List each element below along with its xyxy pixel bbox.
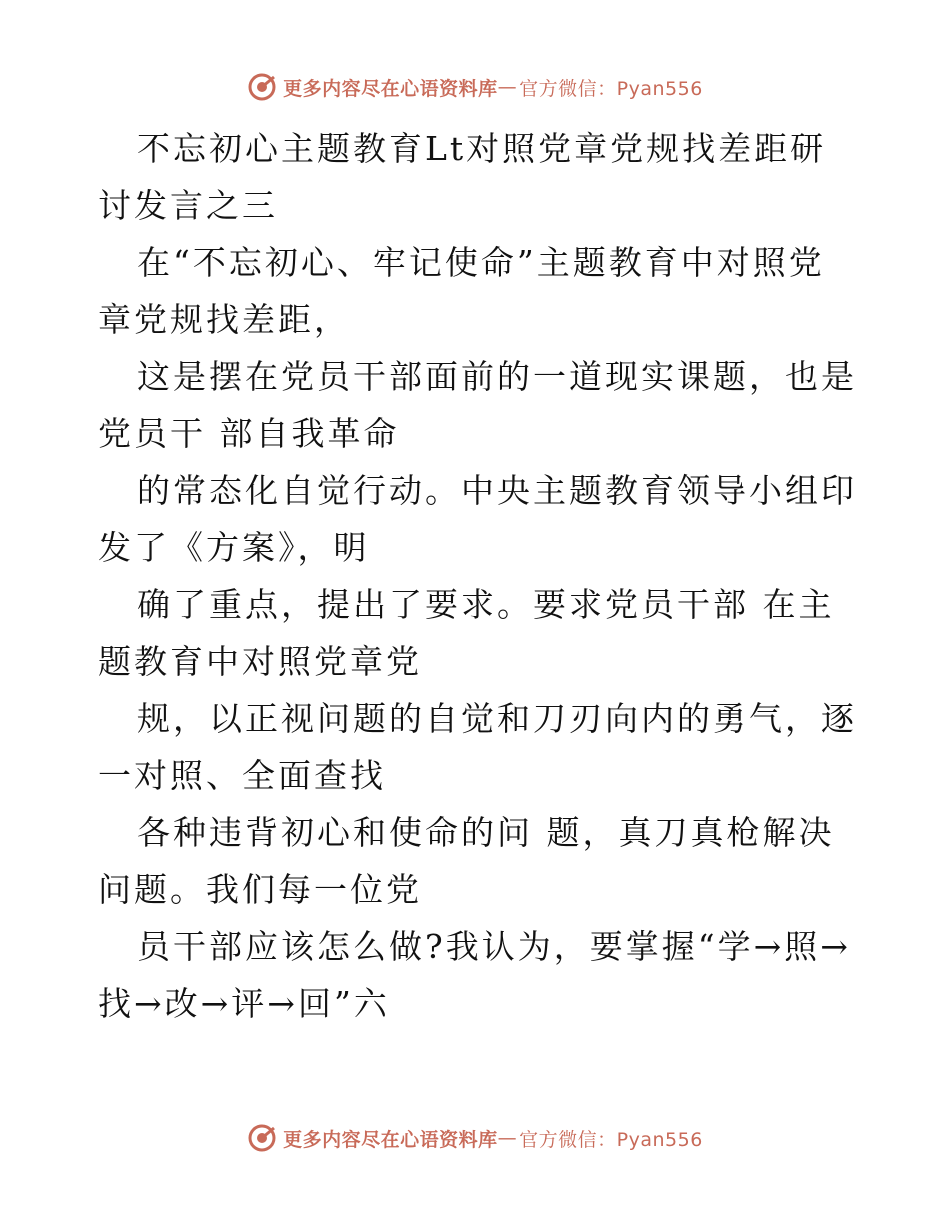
paragraph-2: 这是摆在党员干部面前的一道现实课题，也是党员干 部自我革命 [98, 357, 857, 453]
document-body [98, 120, 858, 1032]
header-wechat: 官方微信：Pyan556 [519, 77, 703, 100]
paragraph-1: 在“不忘初心、牢记使命”主题教育中对照党章党规找差距， [98, 243, 825, 339]
paragraph-6: 各种违背初心和使命的问 题，真刀真枪解决问题。我们每一位党 [98, 813, 835, 909]
paragraph-3: 的常态化自觉行动。中央主题教育领导小组印发了《方案》，明 [98, 471, 857, 567]
paragraph-4: 确了重点，提出了要求。要求党员干部 在主题教育中对照党章党 [98, 585, 835, 681]
paragraph-7: 员干部应该怎么做?我认为，要掌握“学→照→找→改→评→回”六 [98, 927, 851, 1023]
logo-icon [247, 1123, 277, 1153]
header-brand: 更多内容尽在心语资料库 [283, 77, 498, 100]
footer-wechat: 官方微信：Pyan556 [519, 1128, 703, 1151]
paragraph-5: 规，以正视问题的自觉和刀刃向内的勇气，逐一对照、全面查找 [98, 699, 857, 795]
logo-icon [247, 72, 277, 102]
footer-brand: 更多内容尽在心语资料库 [283, 1128, 498, 1151]
header-dash: — [497, 76, 518, 98]
document-title: 不忘初心主题教育Lt对照党章党规找差距研讨发言之三 [98, 129, 827, 225]
footer-dash: — [497, 1127, 518, 1149]
page-header [0, 72, 950, 102]
page-footer [0, 1123, 950, 1153]
